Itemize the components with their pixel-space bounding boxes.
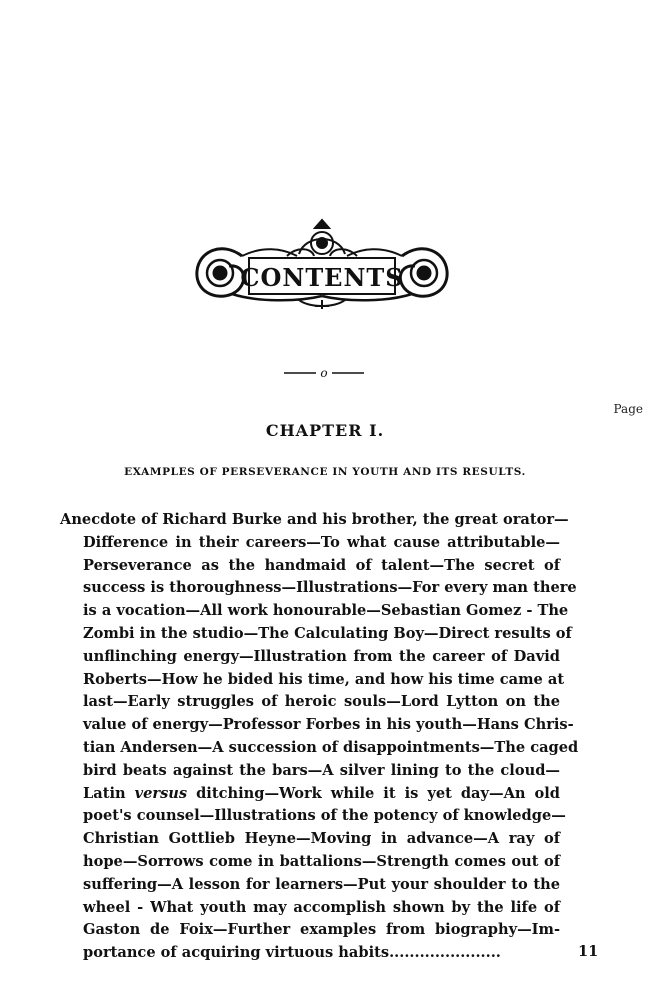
summary-line: Zombi in the studio—The Calculating Boy—Direct results of — [83, 624, 572, 642]
crest-ornament — [287, 220, 357, 256]
summary-line: hope—Sorrows come in battalions—Strength comes out of — [83, 852, 560, 870]
pendant-ornament — [299, 300, 345, 309]
banner-title: CONTENTS — [240, 263, 404, 292]
italic-word: versus — [134, 784, 188, 802]
summary-line: value of energy—Professor Forbes in his youth—Hans Chris- — [83, 716, 574, 734]
chapter-subtitle: EXAMPLES OF PERSEVERANCE IN YOUTH AND ITS RESULTS. — [124, 466, 526, 478]
page-number: 11 — [578, 943, 599, 960]
summary-line: Anecdote of Richard Burke and his brother, the great orator— — [60, 511, 569, 528]
summary-line: tian Andersen—A succession of disappointments—The caged — [83, 738, 579, 756]
summary-line: suffering—A lesson for learners—Put your shoulder to the — [83, 875, 560, 893]
summary-line: portance of acquiring virtuous habits — [83, 944, 390, 962]
summary-line: Difference in their careers—To what cause attributable— — [83, 533, 560, 551]
page-column-label: Page — [613, 402, 643, 416]
summary-line: Latin versus ditching—Work while it is yet day—An old — [83, 784, 560, 802]
chapter-title: CHAPTER I. — [265, 421, 385, 440]
summary-line: Perseverance as the handmaid of talent—The secret of — [83, 556, 560, 574]
summary-line: Gaston de Foix—Further examples from biography—Im- — [83, 921, 560, 939]
summary-line: Roberts—How he bided his time, and how his time came at — [83, 670, 565, 688]
summary-line: bird beats against the bars—A silver lining to the cloud— — [83, 761, 560, 779]
summary-line: wheel - What youth may accomplish shown by the life of — [83, 898, 560, 916]
summary-line: poet's counsel—Illustrations of the potency of knowledge— — [83, 807, 566, 825]
summary-line: Christian Gottlieb Heyne—Moving in advance—A ray of — [83, 830, 560, 848]
divider-mark: o — [320, 366, 328, 380]
section-divider — [284, 365, 364, 379]
summary-last-line — [60, 942, 560, 965]
summary-line: success is thoroughness—Illustrations—For every man there — [83, 579, 577, 597]
summary-line: unflinching energy—Illustration from the career of David — [83, 647, 560, 665]
leader-dots: ...................... — [389, 944, 501, 962]
summary-line: is a vocation—All work honourable—Sebastian Gomez - The — [83, 602, 569, 620]
summary-line: last—Early struggles of heroic souls—Lord Lytton on the — [83, 693, 560, 711]
contents-banner — [187, 216, 457, 310]
chapter-summary — [60, 509, 579, 965]
